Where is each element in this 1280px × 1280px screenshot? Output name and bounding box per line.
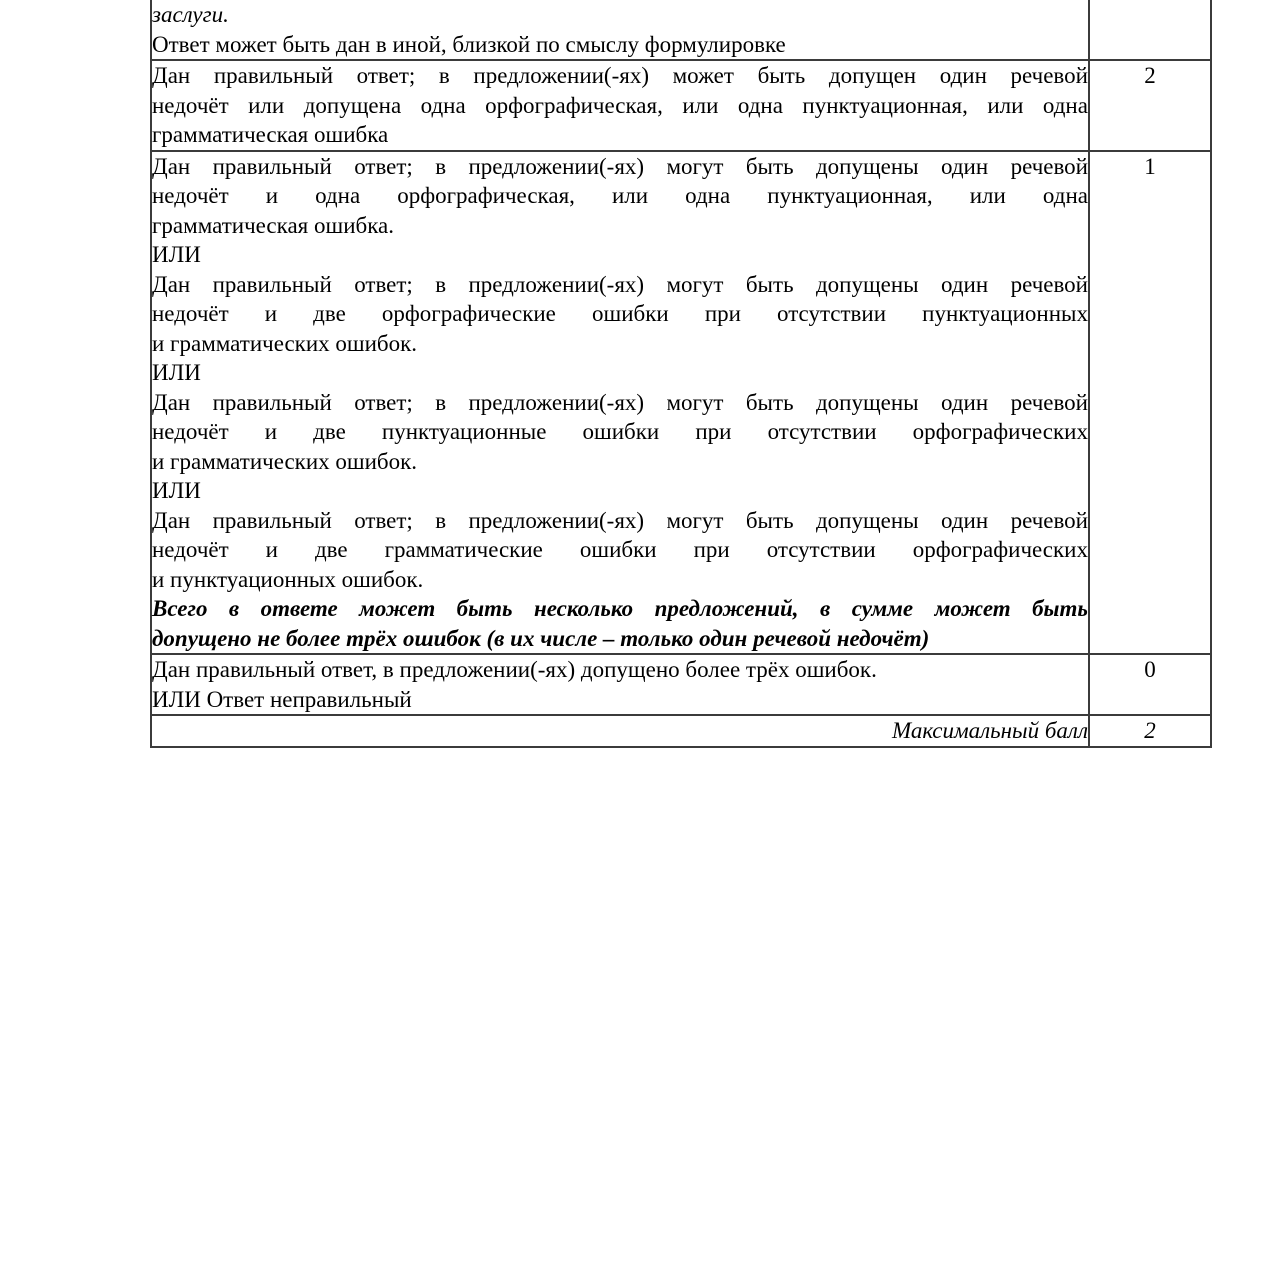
rubric-table-body [151, 0, 1211, 747]
table-row [151, 60, 1211, 151]
criteria-line: Дан правильный ответ; в предложении(-ях) может быть допущен один речевой [152, 63, 1088, 88]
criteria-line: и пунктуационных ошибок. [152, 566, 424, 592]
max-score-label: Максимальный балл [892, 718, 1088, 743]
score-cell-1: 1 [1089, 151, 1211, 655]
criteria-note-line: Всего в ответе может быть несколько предложений, в сумме может быть [152, 596, 1088, 621]
criteria-line: Дан правильный ответ; в предложении(-ях) могут быть допущены один речевой [152, 389, 1088, 415]
criteria-line: грамматическая ошибка [152, 122, 389, 147]
criteria-line: недочёт и две пунктуационные ошибки при отсутствии орфографических [152, 419, 1088, 444]
score-cell-2: 2 [1089, 60, 1211, 151]
table-row [151, 654, 1211, 715]
criteria-line-or: ИЛИ [152, 360, 201, 385]
criteria-line: Дан правильный ответ; в предложении(-ях) могут быть допущены один речевой [152, 271, 1088, 297]
score-cell-0: 0 [1089, 654, 1211, 715]
criteria-cell-continued [151, 0, 1089, 60]
criteria-line: заслуги. [152, 2, 229, 27]
table-row [151, 0, 1211, 60]
criteria-line: и грамматических ошибок. [152, 330, 418, 356]
criteria-line: грамматическая ошибка. [152, 212, 394, 238]
criteria-line: Дан правильный ответ; в предложении(-ях) могут быть допущены один речевой [152, 507, 1088, 533]
table-row [151, 715, 1211, 747]
scoring-rubric-table [150, 0, 1212, 748]
criteria-cell-score-1 [151, 151, 1089, 655]
criteria-cell-score-0 [151, 654, 1089, 715]
criteria-line: Дан правильный ответ, в предложении(-ях) допущено более трёх ошибок. [152, 657, 877, 682]
score-cell-continued [1089, 0, 1211, 60]
criteria-line: Дан правильный ответ; в предложении(-ях) могут быть допущены один речевой [152, 153, 1088, 179]
criteria-line: недочёт и две грамматические ошибки при отсутствии орфографических [152, 537, 1088, 562]
table-row [151, 151, 1211, 655]
criteria-line-or: ИЛИ [152, 478, 201, 503]
criteria-line: недочёт и две орфографические ошибки при отсутствии пунктуационных [152, 301, 1088, 326]
max-score-label-cell [151, 715, 1089, 747]
criteria-line-or: ИЛИ [152, 242, 201, 267]
criteria-cell-score-2 [151, 60, 1089, 151]
max-score-value: 2 [1089, 715, 1211, 747]
criteria-line: и грамматических ошибок. [152, 448, 418, 474]
criteria-line: недочёт или допущена одна орфографическая, или одна пунктуационная, или одна [152, 92, 1088, 118]
criteria-note-line: допущено не более трёх ошибок (в их числе – только один речевой недочёт) [152, 625, 930, 651]
criteria-line: недочёт и одна орфографическая, или одна пунктуационная, или одна [152, 183, 1088, 208]
criteria-line-or: ИЛИ Ответ неправильный [152, 686, 412, 712]
criteria-line: Ответ может быть дан в иной, близкой по смыслу формулировке [152, 31, 786, 57]
